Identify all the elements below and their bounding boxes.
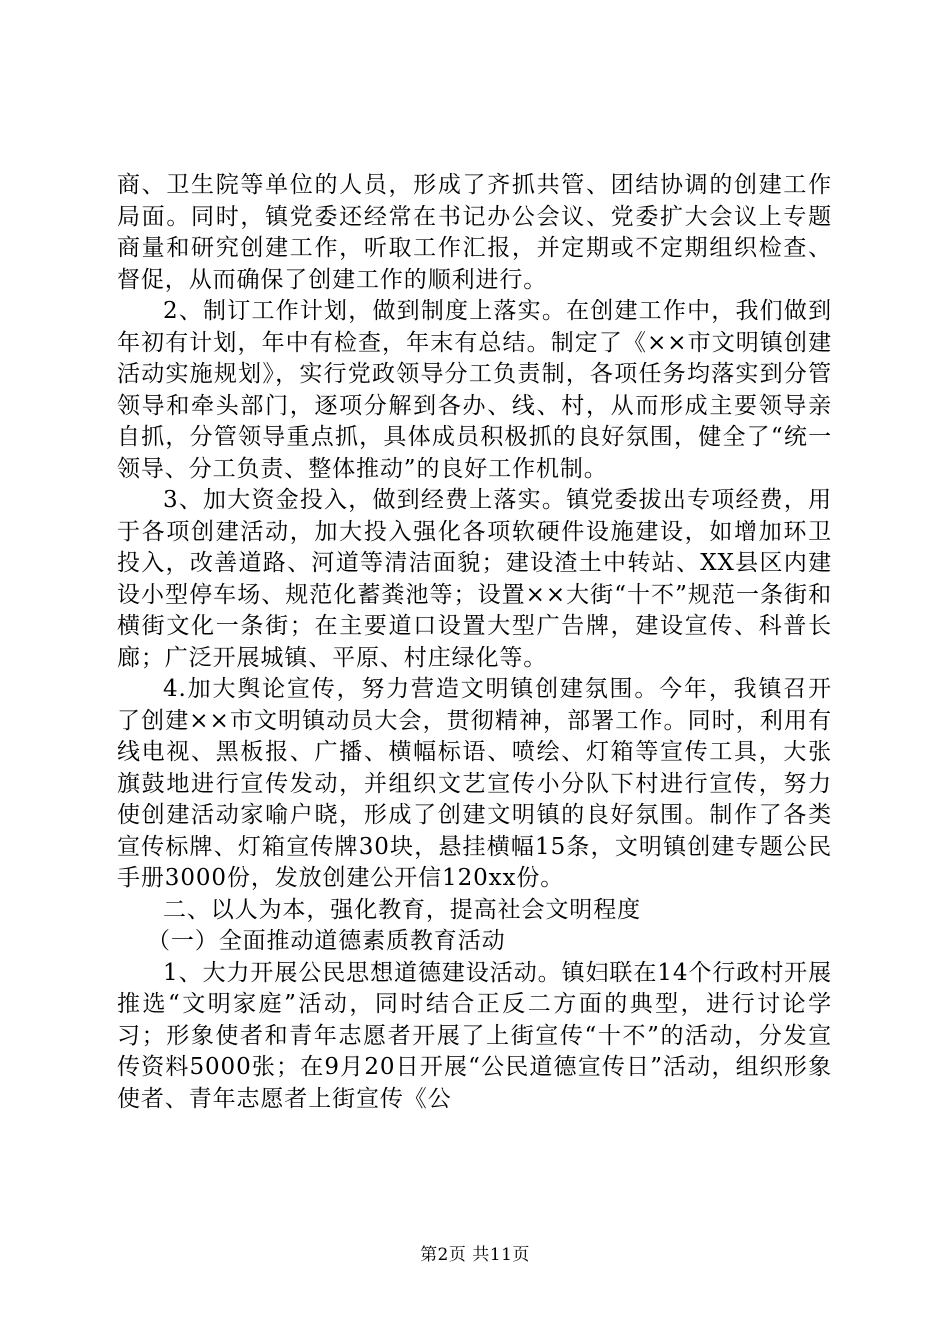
paragraph-publicity: 4.加大舆论宣传，努力营造文明镇创建氛围。今年，我镇召开了创建××市文明镇动员大会，贯彻精神，部署工作。同时，利用有线电视、黑板报、广播、横幅标语、喷绘、灯箱等宣传工具，大张旗鼓地进行宣传发动，并组织文艺宣传小分队下村进行宣传，努力使创建活动家喻户晓，形成了创建文明镇的良好氛围。制作了各类宣传标牌、灯箱宣传牌30块，悬挂横幅15条，文明镇创建专题公民手册3000份，发放创建公开信120xx份。: [117, 676, 832, 891]
document-body: [117, 170, 832, 1115]
subsection-heading-1: （一）全面推动道德素质教育活动: [147, 928, 506, 954]
paragraph-work-plan: 2、制订工作计划，做到制度上落实。在创建工作中，我们做到年初有计划，年中有检查，年末有总结。制定了《××市文明镇创建活动实施规划》，实行党政领导分工负责制，各项任务均落实到分管领导和牵头部门，逐项分解到各办、线、村，从而形成主要领导亲自抓，分管领导重点抓，具体成员积极抓的良好氛围，健全了“统一领导、分工负责、整体推动”的良好工作机制。: [117, 298, 832, 482]
paragraph-funding: 3、加大资金投入，做到经费上落实。镇党委拔出专项经费，用于各项创建活动，加大投入强化各项软硬件设施建设，如增加环卫投入，改善道路、河道等清洁面貌；建设渣土中转站、XX县区内建设小型停车场、规范化蓄粪池等；设置××大街“十不”规范一条街和横街文化一条街；在主要道口设置大型广告牌，建设宣传、科普长廊；广泛开展城镇、平原、村庄绿化等。: [117, 487, 832, 671]
paragraph-continuation: 商、卫生院等单位的人员，形成了齐抓共管、团结协调的创建工作局面。同时，镇党委还经常在书记办公会议、党委扩大会议上专题商量和研究创建工作，听取工作汇报，并定期或不定期组织检查、督促，从而确保了创建工作的顺利进行。: [117, 172, 832, 293]
page-number-footer: 第2页 共11页: [420, 1245, 530, 1265]
section-heading-2: 二、以人为本，强化教育，提高社会文明程度: [163, 896, 641, 923]
paragraph-moral-education: 1、大力开展公民思想道德建设活动。镇妇联在14个行政村开展推选“文明家庭”活动，同时结合正反二方面的典型，进行讨论学习；形象使者和青年志愿者开展了上街宣传“十不”的活动，分发宣传资料5000张；在9月20日开展“公民道德宣传日”活动，组织形象使者、青年志愿者上街宣传《公: [117, 959, 832, 1112]
